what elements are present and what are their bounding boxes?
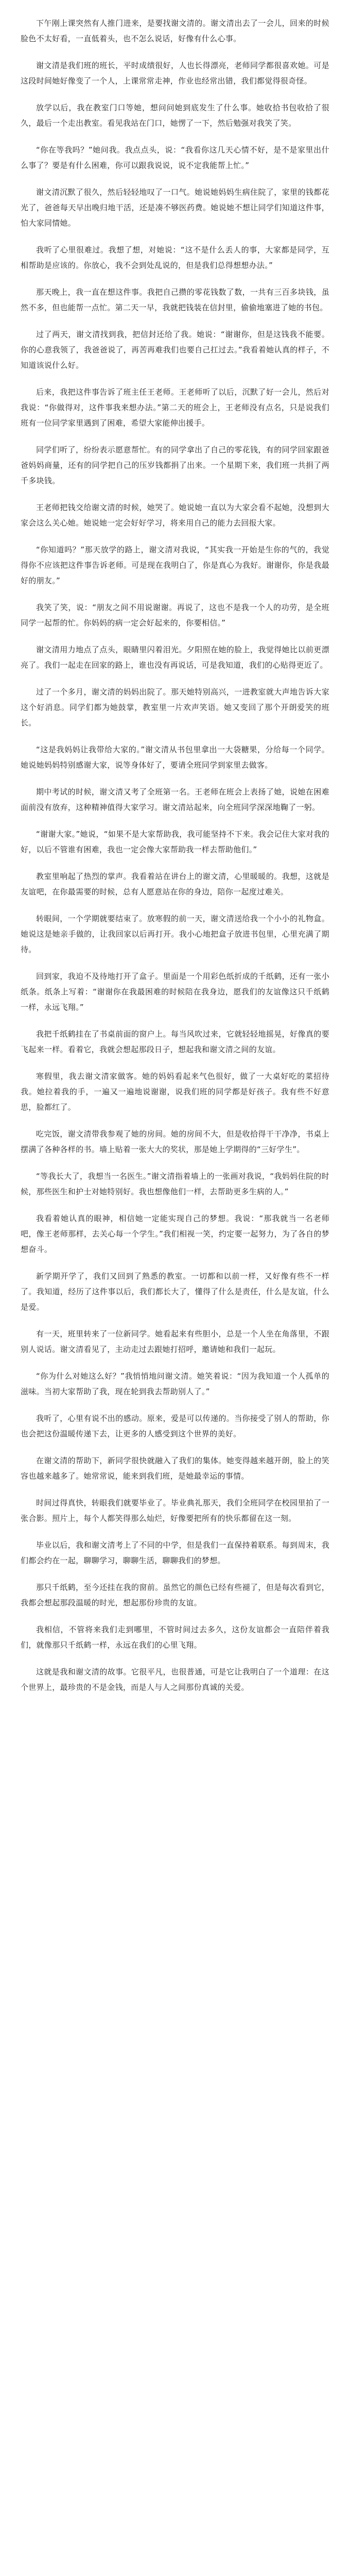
article-paragraph: 下午刚上课突然有人推门进来，是要找谢文清的。谢文清出去了一会儿，回来的时候脸色不太好看，一直低着头，也不怎么说话，好像有什么心事。 [21, 19, 329, 43]
article-paragraph: 后来，我把这件事告诉了班主任王老师。王老师听了以后，沉默了好一会儿，然后对我说：“你做得对，这件事我来想办法。”第二天的班会上，王老师没有点名，只是说我们班有一位同学家里遇到了困难，希望大家能伸出援手。 [21, 387, 329, 428]
article-paragraph: “谢谢大家。”她说，“如果不是大家帮助我，我可能坚持不下来。我会记住大家对我的好，以后不管谁有困难，我也一定会像大家帮助我一样去帮助他们。” [21, 829, 329, 854]
article-paragraph: 那天晚上，我一直在想这件事。我把自己攒的零花钱数了数，一共有三百多块钱，虽然不多，但也能帮一点忙。第二天一早，我就把钱装在信封里，偷偷地塞进了她的书包。 [21, 287, 329, 312]
article-paragraph: “你为什么对她这么好？”我悄悄地问谢文清。她笑着说：“因为我知道一个人孤单的滋味。当初大家帮助了我，现在轮到我去帮助别人了。” [21, 1371, 329, 1396]
article-paragraph: “这是我妈妈让我带给大家的。”谢文清从书包里拿出一大袋糖果，分给每一个同学。她说她妈妈特别感谢大家，说等身体好了，要请全班同学到家里去做客。 [21, 745, 329, 770]
article-paragraph: 期中考试的时候，谢文清又考了全班第一名。王老师在班会上表扬了她，说她在困难面前没有放弃，这种精神值得大家学习。谢文清站起来，向全班同学深深地鞠了一躬。 [21, 787, 329, 812]
article-paragraph: 这就是我和谢文清的故事。它很平凡，也很普通，可是它让我明白了一个道理：在这个世界上，最珍贵的不是金钱，而是人与人之间那份真诚的关爱。 [21, 1667, 329, 1692]
article-paragraph: 我听了心里很难过。我想了想，对她说：“这不是什么丢人的事，大家都是同学，互相帮助是应该的。你放心，我不会到处乱说的，但是我们总得想想办法。” [21, 245, 329, 270]
article-paragraph: 毕业以后，我和谢文清考上了不同的中学，但是我们一直保持着联系。每到周末，我们都会约在一起，聊聊学习，聊聊生活，聊聊我们的梦想。 [21, 1540, 329, 1565]
article-paragraph: 时间过得真快，转眼我们就要毕业了。毕业典礼那天，我们全班同学在校园里拍了一张合影。照片上，每个人都笑得那么灿烂，好像要把所有的快乐都留在这一刻。 [21, 1498, 329, 1523]
article-paragraph: 王老师把钱交给谢文清的时候，她哭了。她说她一直以为大家会看不起她，没想到大家会这么关心她。她说她一定会好好学习，将来用自己的能力去回报大家。 [21, 503, 329, 528]
article-paragraph: 有一天，班里转来了一位新同学。她看起来有些胆小，总是一个人坐在角落里，不跟别人说话。谢文清看见了，主动走过去跟她打招呼，邀请她和我们一起玩。 [21, 1329, 329, 1354]
article-paragraph: 过了一个多月，谢文清的妈妈出院了。那天她特别高兴，一进教室就大声地告诉大家这个好消息。同学们都为她鼓掌，教室里一片欢声笑语。她又变回了那个开朗爱笑的班长。 [21, 687, 329, 727]
article-paragraph: 在谢文清的帮助下，新同学很快就融入了我们的集体。她变得越来越开朗，脸上的笑容也越来越多了。她常常说，能来到我们班，是她最幸运的事情。 [21, 1456, 329, 1481]
article-paragraph: 我看着她认真的眼神，相信她一定能实现自己的梦想。我说：“那我就当一名老师吧，像王老师那样，去关心每一个学生。”我们相视一笑，约定要一起努力，为了各自的梦想奋斗。 [21, 1214, 329, 1254]
article-paragraph: 转眼间，一个学期就要结束了。放寒假的前一天，谢文清送给我一个小小的礼物盒。她说这是她亲手做的，让我回家以后再打开。我小心地把盒子放进书包里，心里充满了期待。 [21, 914, 329, 954]
article-paragraph: 同学们听了，纷纷表示愿意帮忙。有的同学拿出了自己的零花钱，有的同学回家跟爸爸妈妈商量，还有的同学把自己的压岁钱都捐了出来。一个星期下来，我们班一共捐了两千多块钱。 [21, 445, 329, 485]
article-paragraph: 吃完饭，谢文清带我参观了她的房间。她的房间不大，但是收拾得干干净净，书桌上摆满了各种各样的书。墙上贴着一张大大的奖状，那是她上学期得的“三好学生”。 [21, 1129, 329, 1154]
article-paragraph: 谢文清是我们班的班长，平时成绩很好，人也长得漂亮，老师同学都很喜欢她。可是这段时间她好像变了一个人，上课常常走神，作业也经常出错，我们都觉得很奇怪。 [21, 61, 329, 86]
article-paragraph: 教室里响起了热烈的掌声。我看着站在讲台上的谢文清，心里暖暖的。我想，这就是友谊吧，在你最需要的时候，总有人愿意站在你的身边，陪你一起度过难关。 [21, 872, 329, 896]
article-paragraph: 过了两天，谢文清找到我，把信封还给了我。她说：“谢谢你，但是这钱我不能要。你的心意我领了，我爸爸说了，再苦再难我们也要自己扛过去。”我看着她认真的样子，不知道该说什么好。 [21, 330, 329, 370]
article-paragraph: 谢文清沉默了很久，然后轻轻地叹了一口气。她说她妈妈生病住院了，家里的钱都花光了，爸爸每天早出晚归地干活，还是凑不够医药费。她说她不想让同学们知道这件事，怕大家同情她。 [21, 188, 329, 228]
article-paragraph: 我听了，心里有说不出的感动。原来，爱是可以传递的。当你接受了别人的帮助，你也会把这份温暖传递下去，让更多的人感受到这个世界的美好。 [21, 1414, 329, 1438]
article-paragraph: “你在等我吗？”她问我。我点点头，说：“我看你这几天心情不好，是不是家里出什么事了？要是有什么困难，你可以跟我说说，说不定我能帮上忙。” [21, 145, 329, 170]
article-paragraph: 那只千纸鹤，至今还挂在我的窗前。虽然它的颜色已经有些褪了，但是每次看到它，我都会想起那段温暖的时光，想起那份珍贵的友谊。 [21, 1583, 329, 1607]
article-paragraph: 放学以后，我在教室门口等她，想问问她到底发生了什么事。她收拾书包收拾了很久，最后一个走出教室。看见我站在门口，她愣了一下，然后勉强对我笑了笑。 [21, 103, 329, 128]
article-paragraph: 回到家，我迫不及待地打开了盒子。里面是一个用彩色纸折成的千纸鹤，还有一张小纸条。纸条上写着：“谢谢你在我最困难的时候陪在我身边，愿我们的友谊像这只千纸鹤一样，永远飞翔。” [21, 972, 329, 1012]
article-paragraph: 我把千纸鹤挂在了书桌前面的窗户上。每当风吹过来，它就轻轻地摇晃，好像真的要飞起来一样。看着它，我就会想起那段日子，想起我和谢文清之间的友谊。 [21, 1029, 329, 1054]
article-paragraph: 我笑了笑，说：“朋友之间不用说谢谢。再说了，这也不是我一个人的功劳，是全班同学一起帮的忙。你妈妈的病一定会好起来的，你要相信。” [21, 603, 329, 628]
article-paragraph: “等我长大了，我想当一名医生。”谢文清指着墙上的一张画对我说，“我妈妈住院的时候，那些医生和护士对她特别好。我也想像他们一样，去帮助更多生病的人。” [21, 1172, 329, 1196]
article-paragraph: 寒假里，我去谢文清家做客。她的妈妈看起来气色很好，做了一大桌好吃的菜招待我。她拉着我的手，一遍又一遍地说谢谢，说我们班的同学都是好孩子。我有些不好意思，脸都红了。 [21, 1072, 329, 1112]
article-paragraph: “你知道吗？”那天放学的路上，谢文清对我说，“其实我一开始是生你的气的，我觉得你不应该把这件事告诉老师。可是现在我明白了，你是真心为我好。谢谢你，你是我最好的朋友。” [21, 545, 329, 585]
article-paragraph: 新学期开学了，我们又回到了熟悉的教室。一切都和以前一样，又好像有些不一样了。我知道，经历了这件事以后，我们都长大了，懂得了什么是责任，什么是友谊，什么是爱。 [21, 1272, 329, 1312]
article-paragraph: 谢文清用力地点了点头，眼睛里闪着泪光。夕阳照在她的脸上，我觉得她比以前更漂亮了。我们一起走在回家的路上，谁也没有再说话，可是我知道，我们的心贴得更近了。 [21, 645, 329, 670]
article-body [21, 15, 329, 1695]
article-paragraph: 我相信，不管将来我们走到哪里，不管时间过去多久，这份友谊都会一直陪伴着我们，就像那只千纸鹤一样，永远在我们的心里飞翔。 [21, 1625, 329, 1650]
